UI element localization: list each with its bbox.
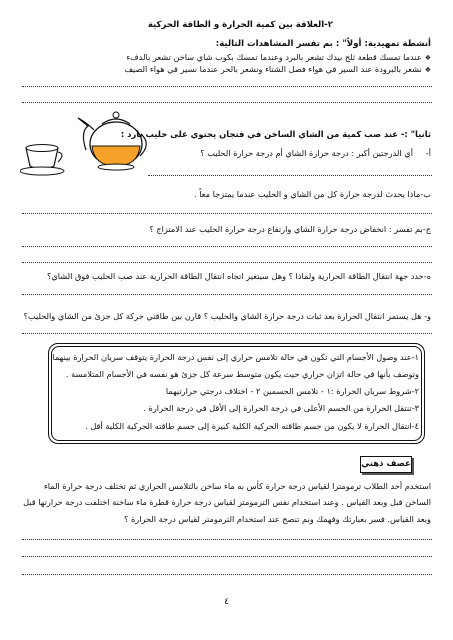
answer-line [22, 213, 432, 214]
question-a-letter: أ- [425, 148, 431, 158]
intro-heading: أنشطة تمهيدية: أولاً" : بم تفسر المشاهدات التالية: [215, 39, 431, 49]
question-c: ج-بم تفسر : انخفاض درجة حرارة الشاي وارتفاع درجة حرارة الحليب عند الامتزاج ؟ [149, 224, 431, 234]
answer-line [22, 86, 432, 87]
question-d: ه-حدد جهة انتقال الطاقة الحرارية ولماذا ؟ وهل سيتغير اتجاه انتقال الطاقة الحرارية عند صب الحليب فوق الشاي؟ [47, 271, 431, 281]
summary-line-1: ١-عند وصول الأجسام التي تكون في حالة تلامس حراري إلى نفس درجة الحرارة يتوقف سريان الحرارة بينهما [52, 352, 419, 362]
intro-bullet-2: ❖نشعر بالبرودة عند السير في هواء فصل الشتاء ونشعر بالحر عندما نسير في هواء الصيف [124, 64, 431, 74]
brainstorm-line-2: الساخن قبل وبعد القياس . وعند استخدام نفس الترمومتر لقياس درجة حرارة قطرة ماء ساخنة اختلفت درجة حرارتها قبل [23, 497, 431, 507]
answer-line [22, 333, 432, 334]
bullet-diamond-icon: ❖ [424, 54, 431, 62]
summary-line-3: ٢-شروط سريان الحرارة :١ - تلامس الجسمين ٢ - اختلاف درجتي حرارتيهما [165, 386, 419, 396]
answer-line [148, 175, 432, 176]
intro-bullet-1: ❖عندما تمسك قطعة ثلج بيدك تشعر بالبرد وعندما تمسك بكوب شاي ساخن تشعر بالدفء [126, 52, 431, 62]
answer-line [22, 262, 432, 263]
answer-line [22, 574, 432, 575]
answer-line [22, 294, 432, 295]
section2-heading: ثانيا" :- عند صب كمية من الشاي الساخن في فنجان يحتوي على حليب بارد : [120, 129, 431, 139]
question-a: أي الدرجتين أكبر : درجة حرارة الشاي أم درجة حرارة الحليب ؟ [200, 148, 413, 158]
question-b: ب-ماذا يحدث لدرجة حرارة كل من الشاي و الحليب عندما يمتزجا معاً . [193, 189, 431, 199]
answer-line [22, 539, 432, 540]
question-e: و- هل يستمر انتقال الحرارة بعد ثبات درجة حرارة الشاي والحليب ؟ قارن بين طاقتي حركة كل جزئ من الشاي والحليب؟ [23, 311, 431, 321]
summary-line-5: ٤-انتقال الحرارة لا يكون من جسم طاقته الحركية الكلية كبيرة إلى جسم طاقته الحركية الكلية أقل . [85, 421, 419, 431]
answer-line [22, 246, 432, 247]
teapot-icon [78, 112, 146, 170]
page-title: ٢-العلاقة بين كمية الحرارة و الطاقة الحركية [147, 20, 333, 30]
page-number: ٤ [224, 597, 229, 607]
brainstorm-line-3: وبعد القياس. فسر بعبارتك وفهمك وبم تنصح عند استخدام الترمومتر لقياس درجة الحرارة ؟ [124, 514, 431, 524]
cup-icon [20, 145, 64, 176]
bullet-diamond-icon: ❖ [424, 66, 431, 74]
answer-line [22, 556, 432, 557]
brainstorm-line-1: استخدم أحد الطلاب ترمومترا لقياس درجة حرارة كأس به ماء ساخن بالتلامس الحراري ثم تختلف درجة حرارة الماء [43, 481, 431, 491]
summary-line-2: وتوصف بأنها في حالة اتزان حراري حيث يكون متوسط سرعة كل جزئ هو نفسه في الأجسام المتلامسة . [65, 369, 419, 379]
summary-line-4: ٣-تنتقل الحرارة من الجسم الأعلى في درجة الحرارة إلى الأقل في درجة الحرارة . [143, 403, 419, 413]
brainstorm-badge: عصف ذهني [360, 456, 412, 473]
